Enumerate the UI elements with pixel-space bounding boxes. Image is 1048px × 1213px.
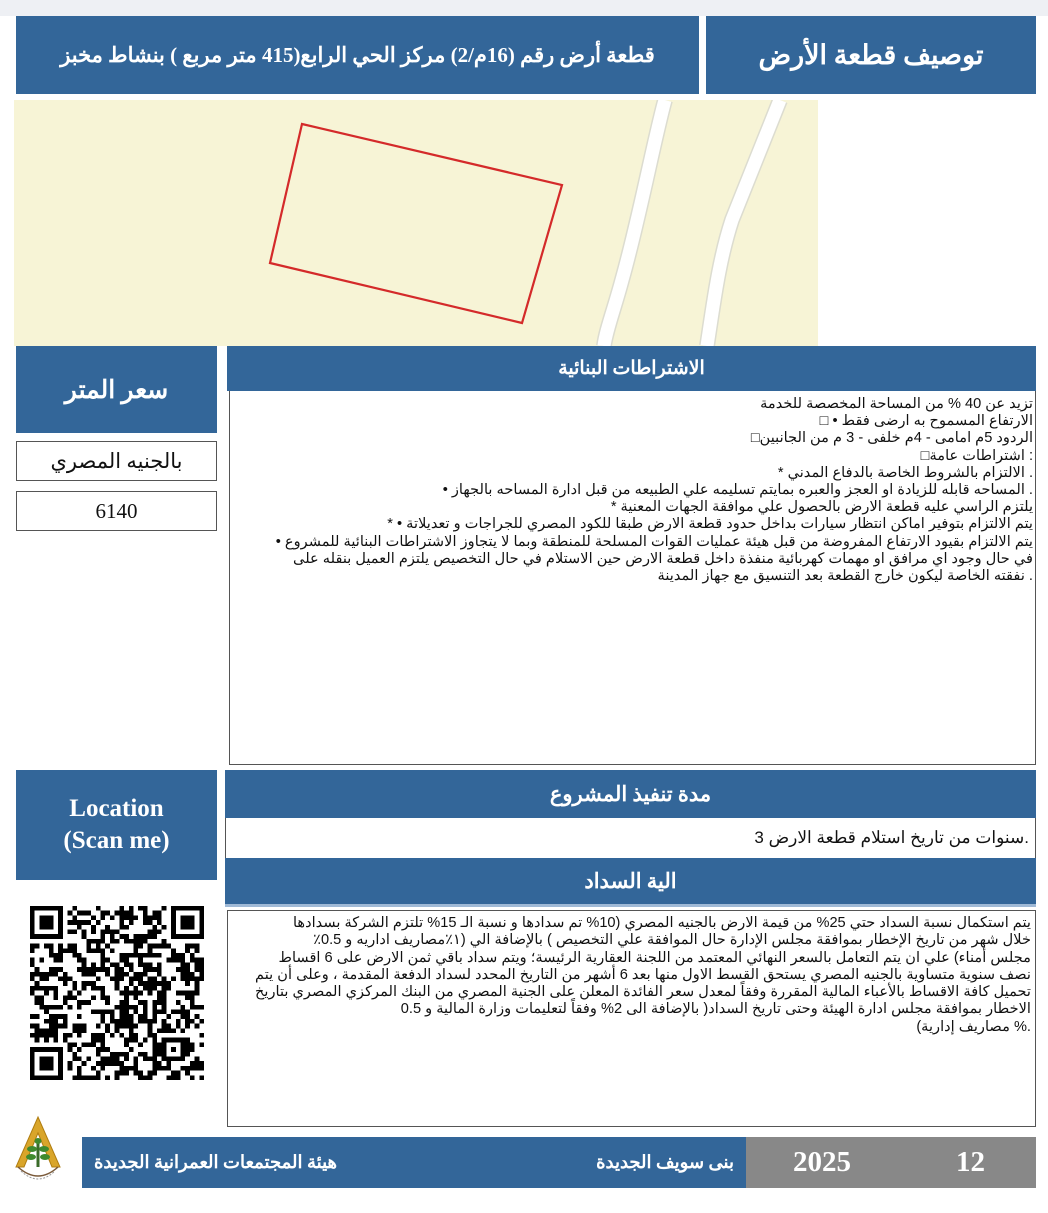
footer-page-number: 12	[956, 1146, 985, 1178]
payment-line: .% مصاريف إدارية)	[916, 1018, 1031, 1035]
map-svg	[14, 100, 818, 346]
location-line-1: Location	[69, 795, 164, 822]
payment-line: تحميل كافة الاقساط بالأعباء المالية المقررة وفقاً لمعدل سعر الفائدة المعلن على الجنية المصري من البنك المركزي المصري بتاريخ	[254, 984, 1031, 1001]
top-band	[0, 0, 1048, 16]
condition-line: الارتفاع المسموح به ارضى فقط • □	[819, 413, 1033, 430]
section-label: توصيف قطعة الأرض	[706, 16, 1036, 94]
payment-line: خلال شهر من تاريخ الإخطار بموافقة مجلس الإدارة حال الموافقة علي التخصيص ) بالإضافة الي (١٪مصاريف اداريه و 0.5٪	[313, 932, 1031, 949]
condition-line: يتم الالتزام بقيود الارتفاع المفروضة من قبل هيئة عمليات القوات المسلحة للمنطقة وبما لا يتجاوز الاشتراطات البنائية للمشروع •	[275, 533, 1033, 550]
plot-title: قطعة أرض رقم (16م/2) مركز الحي الرابع(415 متر مربع ) بنشاط مخبز	[16, 16, 699, 94]
price-title: سعر المتر	[16, 346, 217, 433]
condition-line: : اشتراطات عامة□	[920, 447, 1033, 464]
condition-line: يلتزم الراسي عليه قطعة الارض بالحصول علي موافقة الجهات المعنية *	[610, 499, 1033, 516]
location-qr-code[interactable]	[30, 905, 204, 1081]
logo-icon	[12, 1115, 64, 1183]
condition-line: الردود 5م امامى - 4م خلفى - 3 م من الجانبين□	[750, 430, 1033, 447]
payment-line: نصف سنوية متساوية بالجنيه المصري يستحق القسط الاول منها بعد 6 أشهر من التاريخ المحدد لسداد الدفعة المقدمة ، وعلى أن يتم	[255, 966, 1031, 983]
duration-text: .سنوات من تاريخ استلام قطعة الارض 3	[225, 818, 1036, 858]
footer-gray-band	[746, 1137, 1036, 1188]
footer-year: 2025	[793, 1146, 851, 1178]
footer-city: بنى سويف الجديدة	[596, 1152, 734, 1172]
payment-line: يتم استكمال نسبة السداد حتي 25% من قيمة الارض بالجنيه المصري (10% تم سدادها و نسبة الـ 15% تلتزم الشركة بسدادها	[292, 915, 1031, 931]
duration-title: مدة تنفيذ المشروع	[225, 770, 1036, 818]
footer-band	[82, 1137, 746, 1188]
price-value: 6140	[16, 491, 217, 531]
plot-outline	[270, 124, 562, 323]
location-line-2: (Scan me)	[63, 827, 170, 854]
qr-svg	[30, 905, 204, 1081]
payment-line: مجلس أمناء) علي ان يتم التعامل بالسعر النهائي المعتمد من اللجنة العقارية الرئيسة؛ ويتم سداد باقي ثمن الارض على 6 اقساط	[278, 949, 1031, 966]
condition-line: . نفقته الخاصة ليكون خارج القطعة بعد التنسيق مع جهاز المدينة	[657, 568, 1033, 585]
price-currency: بالجنيه المصري	[16, 441, 217, 481]
footer-authority: هيئة المجتمعات العمرانية الجديدة	[94, 1152, 338, 1172]
condition-line: . الالتزام بالشروط الخاصة بالدفاع المدني *	[777, 464, 1033, 481]
condition-line: يتم الالتزام بتوفير اماكن انتظار سيارات بداخل حدود قطعة الارض طبقا للكود المصري للجراجات و تعديلاتة • *	[387, 516, 1033, 533]
payment-body	[227, 910, 1036, 1127]
condition-line: تزيد عن 40 % من المساحة المخصصة للخدمة	[760, 396, 1033, 412]
condition-line: . المساحه قابله للزيادة او العجز والعبره بمايتم تسليمه علي الطبيعه من قبل ادارة المساحه بالجهاز •	[442, 482, 1033, 499]
payment-title: الية السداد	[225, 858, 1036, 907]
condition-line: في حال وجود اي مرافق او مهمات كهربائية منفذة داخل قطعة الارض حين الاستلام في حال التخصيص يلتزم العميل بنقله على	[293, 550, 1033, 567]
location-label	[16, 770, 217, 880]
plot-map	[14, 100, 818, 346]
conditions-body	[229, 391, 1036, 765]
conditions-title: الاشتراطات البنائية	[227, 346, 1036, 391]
payment-line: الاخطار بموافقة مجلس ادارة الهيئة وحتى تاريخ السداد( بالإضافة الى 2% وفقاً لتعليمات وزارة المالية و 0.5	[400, 1001, 1031, 1018]
authority-logo	[12, 1115, 64, 1183]
